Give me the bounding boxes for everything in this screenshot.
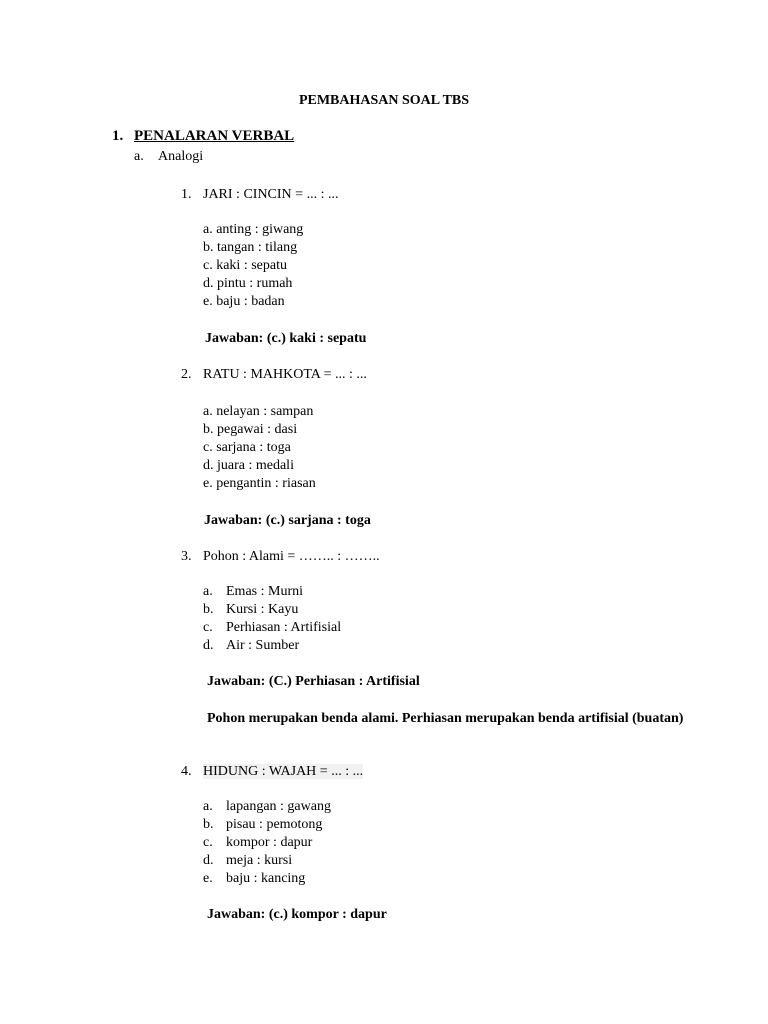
option-c: c. Perhiasan : Artifisial	[203, 620, 342, 635]
option-e: e. pengantin : riasan	[203, 476, 316, 491]
option-b: b. Kursi : Kayu	[203, 602, 299, 617]
question-text: JARI : CINCIN = ... : ...	[203, 187, 339, 202]
option-a: a. nelayan : sampan	[203, 404, 314, 419]
question-2-prompt	[181, 366, 367, 384]
question-1-answer: Jawaban: (c.) kaki : sepatu	[205, 331, 367, 346]
question-3-answer: Jawaban: (C.) Perhiasan : Artifisial	[207, 674, 420, 689]
option-c: c. kompor : dapur	[203, 835, 313, 850]
subsection-heading	[134, 148, 203, 166]
option-a: a. lapangan : gawang	[203, 799, 331, 814]
question-number: 1.	[181, 187, 192, 202]
question-1-options	[203, 221, 303, 311]
question-4-options	[203, 798, 331, 888]
option-e: e. baju : badan	[203, 294, 285, 309]
question-text: Pohon : Alami = …….. : ……..	[203, 549, 380, 564]
section-title: PENALARAN VERBAL	[134, 128, 295, 144]
question-number: 4.	[181, 764, 192, 779]
page-title: PEMBAHASAN SOAL TBS	[298, 93, 470, 108]
option-b: b. tangan : tilang	[203, 240, 298, 255]
section-heading	[112, 127, 294, 145]
question-2-options	[203, 403, 316, 493]
option-d: d. meja : kursi	[203, 853, 293, 868]
question-3-options	[203, 583, 341, 655]
option-e: e. baju : kancing	[203, 871, 306, 886]
question-4-answer: Jawaban: (c.) kompor : dapur	[207, 907, 387, 922]
subsection-letter: a.	[134, 149, 144, 164]
question-number: 2.	[181, 367, 192, 382]
question-2-answer: Jawaban: (c.) sarjana : toga	[204, 513, 371, 528]
section-number: 1.	[112, 128, 124, 144]
option-b: b. pisau : pemotong	[203, 817, 323, 832]
question-text: HIDUNG : WAJAH = ... : ...	[203, 764, 364, 779]
question-text: RATU : MAHKOTA = ... : ...	[203, 367, 367, 382]
option-a: a. Emas : Murni	[203, 584, 303, 599]
option-d: d. pintu : rumah	[203, 276, 293, 291]
question-4-prompt	[181, 763, 363, 781]
question-number: 3.	[181, 549, 192, 564]
option-a: a. anting : giwang	[203, 222, 304, 237]
option-c: c. sarjana : toga	[203, 440, 291, 455]
option-d: d. juara : medali	[203, 458, 294, 473]
question-3-prompt	[181, 548, 380, 566]
option-b: b. pegawai : dasi	[203, 422, 298, 437]
subsection-title: Analogi	[158, 149, 204, 164]
question-1-prompt	[181, 186, 338, 204]
question-3-explanation: Pohon merupakan benda alami. Perhiasan merupakan benda artifisial (buatan)	[207, 711, 684, 726]
option-c: c. kaki : sepatu	[203, 258, 287, 273]
option-d: d. Air : Sumber	[203, 638, 300, 653]
